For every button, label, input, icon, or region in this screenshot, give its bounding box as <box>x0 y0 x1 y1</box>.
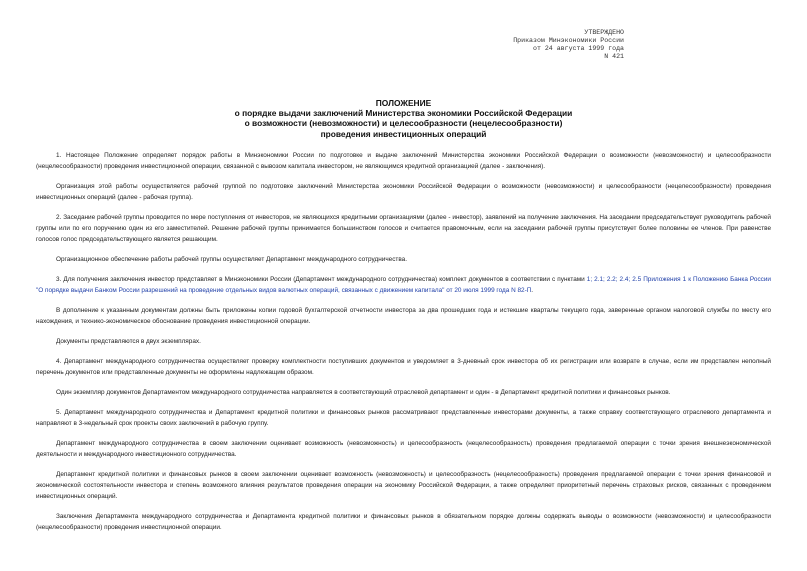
approval-line: Приказом Минэкономики России <box>513 37 624 45</box>
paragraph-5 <box>36 274 771 296</box>
paragraph-12: Департамент кредитной политики и финансовых рынков в своем заключении оценивает возможность (невозможность) и целесообразность (нецелесообразность) проведения предлагаемой операции с точки зрения финансовой и экономической состоятельности инвестора и степень возможного влияния результатов проведения операции на экономику Российской Федерации, а также определяет приоритетный перечень страховых рисков, связанных с проведением инвестиционных операций. <box>36 471 771 500</box>
paragraph-6: В дополнение к указанным документам должны быть приложены копии годовой бухгалтерской отчетности инвестора за два прошедших года и истекшие кварталы текущего года, заверенные органом налоговой службы по месту его нахождения, и технико-экономическое обоснование проведения инвестиционной операции. <box>36 307 771 325</box>
paragraph-8: 4. Департамент международного сотрудничества осуществляет проверку комплектности поступивших документов и уведомляет в 3-дневный срок инвестора об их регистрации или возврате в случае, если им представлен неполный перечень документов или представленные документы не оформлены надлежащим образом. <box>36 358 771 376</box>
approval-stamp <box>513 29 624 61</box>
paragraph-2: Организация этой работы осуществляется рабочей группой по подготовке заключений Министерства экономики Российской Федерации о возможности (невозможности) и целесообразности (нецелесообразности) проведения инвестиционных операций (далее - рабочая группа). <box>36 183 771 201</box>
document-body <box>36 150 771 533</box>
title-line: о возможности (невозможности) и целесообразности (нецелесообразности) <box>244 118 563 129</box>
link-regulation[interactable]: Приложения 1 к Положению Банка России "О порядке выдачи Банком России разрешений на проведение отдельных видов валютных операций, связанных с движением капитала" от 20 июля 1999 года N 82-П <box>36 276 771 294</box>
paragraph-4: Организационное обеспечение работы рабочей группы осуществляет Департамент международного сотрудничества. <box>56 256 407 263</box>
paragraph-11: Департамент международного сотрудничества в своем заключении оценивает возможность (невозможность) и целесообразность (нецелесообразность) проведения предлагаемой операции с точки зрения внешнеэкономической деятельности и международного инвестиционного сотрудничества. <box>36 440 771 458</box>
paragraph-3: 2. Заседание рабочей группы проводится по мере поступления от инвесторов, не являющихся кредитными организациями (далее - инвестор), заявлений на получение заключения. На заседании председательствует руководитель рабочей группы или по его поручению один из его заместителей. Решение рабочей группы принимается большинством голосов и считается правомочным, если на заседании рабочей группы присутствует более половины ее членов. При равенстве голосов голос председательствующего является решающим. <box>36 214 771 243</box>
paragraph-10: 5. Департамент международного сотрудничества и Департамент кредитной политики и финансовых рынков рассматривают представленные инвесторами документы, а также справку соответствующего отраслевого департамента и направляют в 3-недельный срок проекты своих заключений в рабочую группу. <box>36 409 771 427</box>
approval-line: от 24 августа 1999 года <box>532 45 624 53</box>
document-title <box>36 98 771 139</box>
title-main: ПОЛОЖЕНИЕ <box>375 98 432 108</box>
paragraph-13: Заключения Департамента международного сотрудничества и Департамента кредитной политики и финансовых рынков в обязательном порядке должны содержать выводы о возможности (невозможности) и целесообразности (нецелесообразности) проведения инвестиционной операции. <box>36 513 771 531</box>
paragraph-9: Один экземпляр документов Департаментом международного сотрудничества направляется в соответствующий отраслевой департамент и один - в Департамент кредитной политики и финансовых рынков. <box>56 389 671 396</box>
title-line: о порядке выдачи заключений Министерства экономики Российской Федерации <box>234 108 573 119</box>
approval-line: УТВЕРЖДЕНО <box>584 29 624 36</box>
approval-line: N 421 <box>604 53 624 61</box>
p3-text-after: . <box>531 287 534 294</box>
paragraph-7: Документы представляются в двух экземплярах. <box>56 338 201 345</box>
p3-text-before: 3. Для получения заключения инвестор представляет в Минэкономики России (Департамент международного сотрудничества) комплект документов в соответствии с пунктами <box>56 276 587 283</box>
paragraph-1: 1. Настоящее Положение определяет порядок работы в Минэкономики России по подготовке и выдаче заключений Министерства экономики Российской Федерации о возможности (невозможности) и целесообразности (нецелесообразности) проведения инвестиционной операции, связанной с вывозом капитала инвестором, не являющимся кредитной организацией (далее - заключения). <box>36 152 771 170</box>
link-points[interactable]: 1; 2.1; 2.2; 2.4; 2.5 <box>586 276 642 283</box>
title-line: проведения инвестиционных операций <box>320 128 487 139</box>
